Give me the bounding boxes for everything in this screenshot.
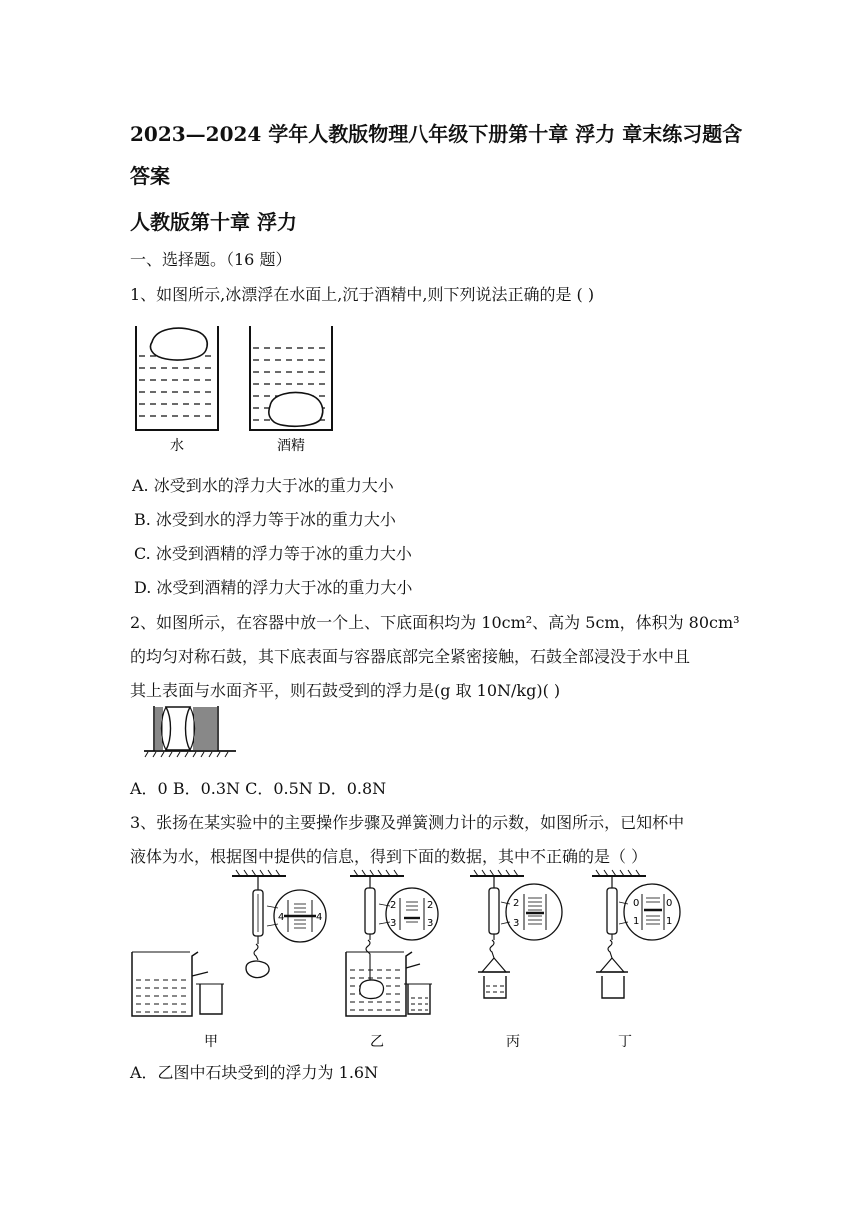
scale-reading: 0 [666,898,673,909]
figure-label-ding: 丁 [618,1034,632,1050]
figure-yi [346,870,438,1050]
scale-reading: 2 [513,898,520,909]
question-1-option-c: C. 冰受到酒精的浮力等于冰的重力大小 [134,544,412,563]
scale-reading: 1 [633,916,640,927]
part-heading: 一、选择题。（16 题） [130,250,292,269]
scale-reading: 4 [316,912,323,923]
scale-reading: 0 [633,898,640,909]
scale-reading: 2 [390,900,397,911]
scale-reading: 3 [390,918,397,929]
question-3-option-a: A．乙图中石块受到的浮力为 1.6N [130,1063,379,1082]
question-3-stem-line1: 3、张扬在某实验中的主要操作步骤及弹簧测力计的示数，如图所示，已知杯中 [130,813,685,832]
figure-label-alcohol: 酒精 [277,438,305,454]
document-title-line1: 2023—2024 学年人教版物理八年级下册第十章 浮力 章末练习题含 [130,122,743,146]
figure-label-bing: 丙 [506,1034,520,1050]
question-3-stem-line2: 液体为水，根据图中提供的信息，得到下面的数据，其中不正确的是（ ） [130,847,648,866]
figure-label-water: 水 [170,438,184,454]
question-1-option-b: B. 冰受到水的浮力等于冰的重力大小 [134,510,396,529]
scale-reading: 4 [278,912,285,923]
question-2-options: A．0 B．0.3N C．0.5N D．0.8N [130,779,387,798]
question-1-stem: 1、如图所示,冰漂浮在水面上,沉于酒精中,则下列说法正确的是 ( ) [130,285,595,304]
section-title: 人教版第十章 浮力 [130,210,297,234]
question-1-option-d: D. 冰受到酒精的浮力大于冰的重力大小 [134,578,413,597]
figure-ding [592,870,680,1050]
question-2-stem-line3: 其上表面与水面齐平，则石鼓受到的浮力是(g 取 10N/kg)( ) [130,681,561,700]
figure-jia [132,870,326,1050]
question-1-figure [130,318,360,458]
scale-reading: 2 [427,900,434,911]
scale-reading: 3 [513,918,520,929]
scale-reading: 1 [666,916,673,927]
question-2-stem-line1: 2、如图所示，在容器中放一个上、下底面积均为 10cm²、高为 5cm，体积为 80cm³ [130,613,740,632]
question-1-option-a: A. 冰受到水的浮力大于冰的重力大小 [132,476,394,495]
question-2-stem-line2: 的均匀对称石鼓，其下底表面与容器底部完全紧密接触，石鼓全部浸没于水中且 [130,647,691,666]
figure-label-jia: 甲 [204,1034,218,1050]
question-3-figure [128,868,728,1054]
question-2-figure [140,704,260,760]
figure-bing [470,870,562,1050]
document-title-line2: 答案 [130,164,170,188]
scale-reading: 3 [427,918,434,929]
figure-label-yi: 乙 [370,1034,384,1050]
